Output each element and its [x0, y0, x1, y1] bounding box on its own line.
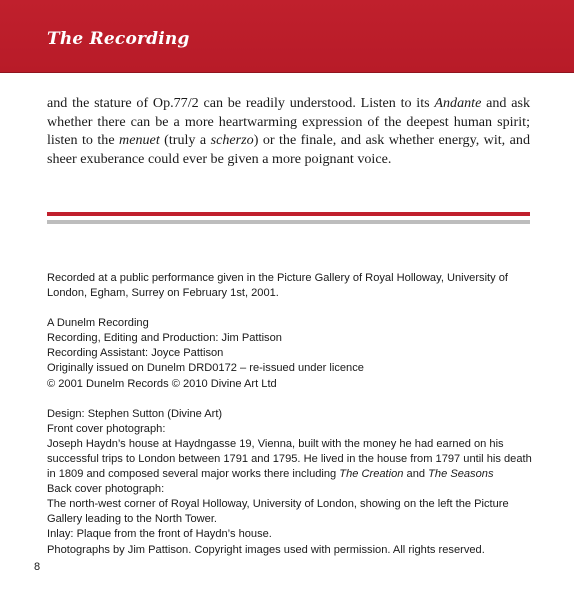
section-title: The Recording [47, 29, 190, 49]
credit-back-cover-text: The north-west corner of Royal Holloway, University of London, showing on the left the Picture Gallery leading to the North Tower. [47, 498, 509, 526]
divider-red [47, 212, 530, 216]
credit-design: Design: Stephen Sutton (Divine Art) [47, 407, 223, 420]
body-paragraph [47, 94, 530, 168]
divider-grey [47, 220, 530, 224]
body-text-segment: and ask whether there can be a more heartwarming expression of the deepest human spirit; listen to the [47, 95, 530, 148]
credit-front-cover-text [47, 437, 537, 482]
credit-venue: Recorded at a public performance given in the Picture Gallery of Royal Holloway, University of London, Egham, Surrey on February 1st, 2001. [47, 272, 509, 300]
header-band [0, 0, 574, 73]
front-cover-text-segment: Joseph Haydn’s house at Haydngasse 19, Vienna, built with the money he had earned on his successful trips to London between 1791 and 1795. He lived in the house from 1797 until his death in 1809 and composed several major works there including [47, 437, 532, 481]
credit-inlay: Inlay: Plaque from the front of Haydn’s house. [47, 528, 272, 541]
spacer [47, 301, 537, 316]
credit-copyright: © 2001 Dunelm Records © 2010 Divine Art Ltd [47, 377, 277, 390]
credit-front-cover-heading: Front cover photograph: [47, 422, 166, 435]
credit-back-cover-heading: Back cover photograph: [47, 483, 165, 496]
body-italic-menuet: menuet [119, 132, 160, 148]
credit-photographs: Photographs by Jim Pattison. Copyright images used with permission. All rights reserved. [47, 543, 485, 556]
credit-label: A Dunelm Recording [47, 317, 149, 330]
credit-assistant: Recording Assistant: Joyce Pattison [47, 347, 224, 360]
credit-original-issue: Originally issued on Dunelm DRD0172 – re-issued under licence [47, 362, 364, 375]
work-title-creation: The Creation [339, 468, 404, 481]
credit-production: Recording, Editing and Production: Jim Pattison [47, 332, 282, 345]
body-text-segment: ) or the finale, and ask whether energy, wit, and sheer exuberance could ever be given a more poignant voice. [47, 132, 530, 167]
credits-block [47, 271, 537, 558]
body-italic-scherzo: scherzo [210, 132, 254, 148]
spacer [47, 392, 537, 407]
body-text-segment: (truly a [159, 132, 211, 148]
work-title-seasons: The Seasons [428, 468, 494, 481]
page-number: 8 [34, 561, 41, 573]
front-cover-text-segment: and [403, 468, 429, 481]
body-italic-andante: Andante [434, 95, 482, 111]
body-text-segment: and the stature of Op.77/2 can be readily understood. Listen to its [47, 95, 435, 111]
